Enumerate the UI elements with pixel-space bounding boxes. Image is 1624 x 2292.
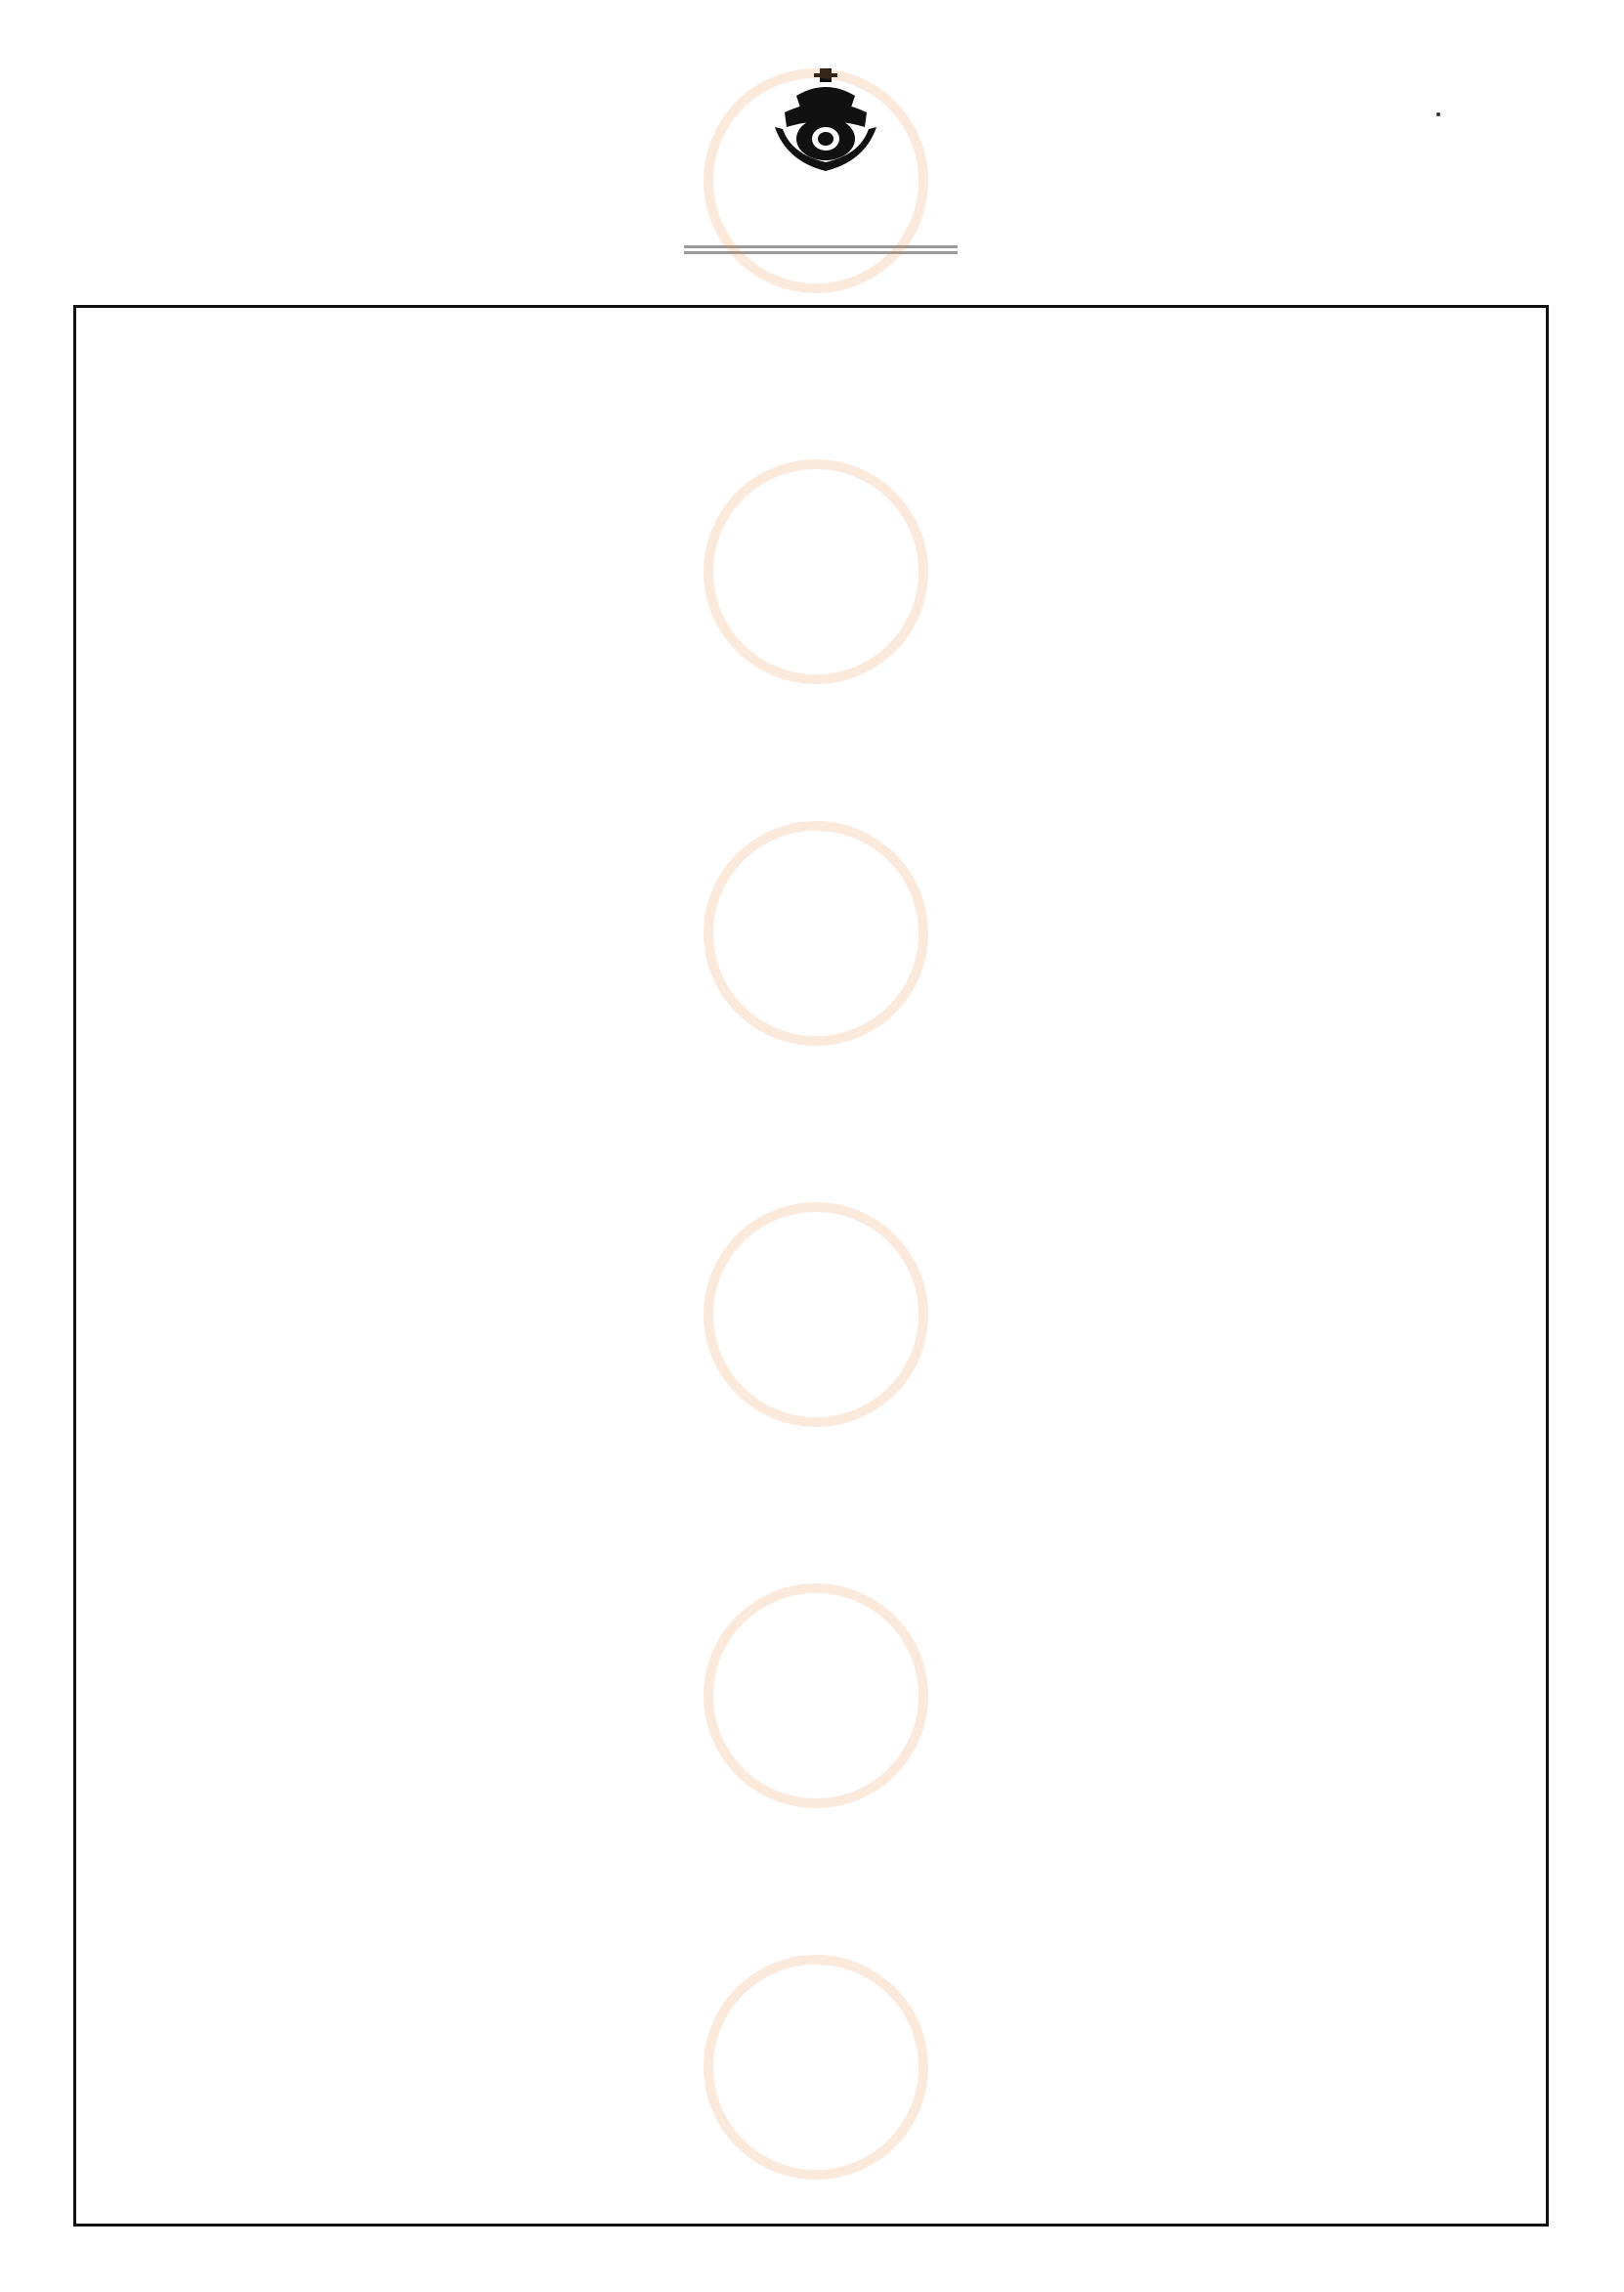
transfers-table: [73, 305, 1549, 2227]
header-decorative-lines: [684, 242, 958, 252]
document-header: [0, 0, 1624, 293]
stray-dot: [1436, 112, 1440, 116]
crown-crest-icon: [767, 68, 884, 176]
